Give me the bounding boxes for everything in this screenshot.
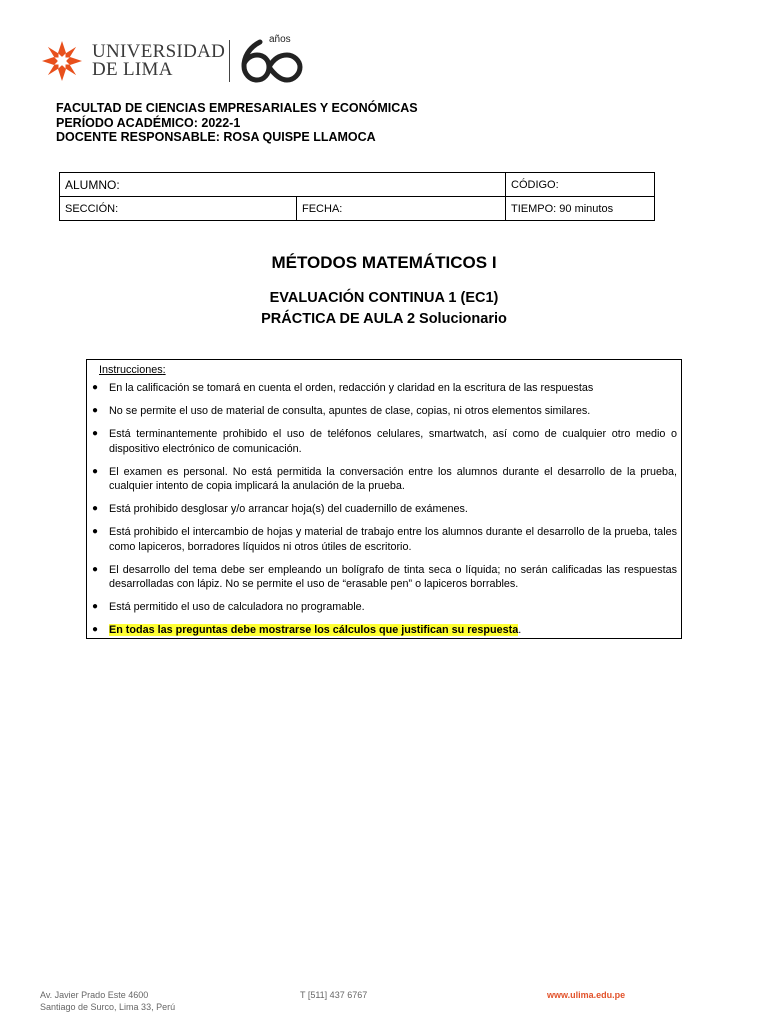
instruction-text: Está terminantemente prohibido el uso de teléfonos celulares, smartwatch, así como de cualquier otro medio o dispositivo electrónico de comunicación. — [109, 428, 677, 455]
instructions-heading-colon: : — [162, 364, 166, 376]
footer-phone: T [511] 437 6767 — [300, 990, 368, 1000]
faculty-info — [56, 101, 418, 145]
logo-divider — [229, 40, 230, 82]
instructions-list — [91, 381, 677, 638]
star-logo-icon — [40, 39, 84, 83]
instructions-heading-text: Instrucciones — [99, 364, 163, 376]
student-info-table — [59, 172, 655, 221]
university-logo — [40, 38, 225, 84]
instruction-text: El examen es personal. No está permitida la conversación entre los alumnos durante el desarrollo de la prueba, cualquier intento de copia implicará la anulación de la prueba. — [109, 465, 677, 492]
evaluation-title: EVALUACIÓN CONTINUA 1 (EC1) — [269, 290, 499, 306]
student-code-field[interactable]: CÓDIGO: — [506, 173, 655, 197]
bullet-icon: ● — [92, 428, 99, 439]
instruction-item — [91, 465, 677, 494]
date-field[interactable]: FECHA: — [297, 197, 506, 221]
student-row-2 — [60, 197, 655, 221]
highlighted-instruction-suffix: . — [518, 624, 522, 636]
student-name-field[interactable]: ALUMNO: — [60, 173, 506, 197]
instruction-item — [91, 502, 677, 517]
university-name-line1: UNIVERSIDAD — [92, 41, 226, 62]
bullet-icon: ● — [92, 563, 99, 575]
bullet-icon: ● — [92, 624, 99, 635]
footer-website-link[interactable]: www.ulima.edu.pe — [547, 990, 626, 1000]
instructions-box — [86, 359, 682, 639]
instruction-text: No se permite el uso de material de consulta, apuntes de clase, copias, ni otros elementos similares. — [109, 405, 591, 417]
section-field[interactable]: SECCIÓN: — [60, 197, 297, 221]
instruction-item — [91, 525, 677, 554]
time-field: TIEMPO: 90 minutos — [506, 197, 655, 221]
bullet-icon: ● — [92, 601, 99, 612]
instruction-item — [91, 563, 677, 592]
bullet-icon: ● — [92, 465, 99, 477]
practice-title: PRÁCTICA DE AULA 2 Solucionario — [261, 311, 507, 327]
address-line2: Santiago de Surco, Lima 33, Perú — [40, 1001, 176, 1012]
faculty-name: FACULTAD DE CIENCIAS EMPRESARIALES Y ECONÓMICAS — [56, 101, 418, 115]
instruction-item-highlighted — [91, 623, 677, 638]
instruction-text: Está prohibido desglosar y/o arrancar hoja(s) del cuadernillo de exámenes. — [109, 503, 468, 515]
student-row-1 — [60, 173, 655, 197]
instruction-item — [91, 404, 677, 419]
academic-period: PERÍODO ACADÉMICO: 2022-1 — [56, 115, 241, 130]
address-line1: Av. Javier Prado Este 4600 — [40, 990, 149, 1000]
instruction-text: En la calificación se tomará en cuenta el orden, redacción y claridad en la escritura de las respuestas — [109, 382, 594, 394]
bullet-icon: ● — [92, 405, 99, 416]
instruction-text: El desarrollo del tema debe ser empleando un bolígrafo de tinta seca o líquida; no serán calificadas las respuestas desarrolladas con lápiz. No se permite el uso de “erasable pen” o lapiceros borrables. — [109, 563, 677, 590]
footer-address — [40, 990, 175, 1013]
bullet-icon: ● — [92, 382, 99, 393]
instruction-item — [91, 427, 677, 456]
anniversary-label: años — [269, 34, 291, 45]
instructions-heading — [99, 363, 677, 377]
bullet-icon: ● — [92, 503, 99, 514]
university-name-line2: DE LIMA — [92, 59, 173, 80]
responsible-teacher: DOCENTE RESPONSABLE: ROSA QUISPE LLAMOCA — [56, 130, 376, 144]
instruction-item — [91, 600, 677, 615]
instruction-text: Está permitido el uso de calculadora no programable. — [109, 601, 365, 613]
university-name — [92, 43, 225, 79]
highlighted-instruction-text: En todas las preguntas debe mostrarse los cálculos que justifican su respuesta — [109, 624, 519, 636]
instruction-text: Está prohibido el intercambio de hojas y material de trabajo entre los alumnos durante el desarrollo de la prueba, tales como lapiceros, borradores líquidos ni otros útiles de escritorio. — [109, 526, 677, 553]
bullet-icon: ● — [92, 526, 99, 537]
course-title: MÉTODOS MATEMÁTICOS I — [271, 253, 497, 272]
instruction-item — [91, 381, 677, 396]
